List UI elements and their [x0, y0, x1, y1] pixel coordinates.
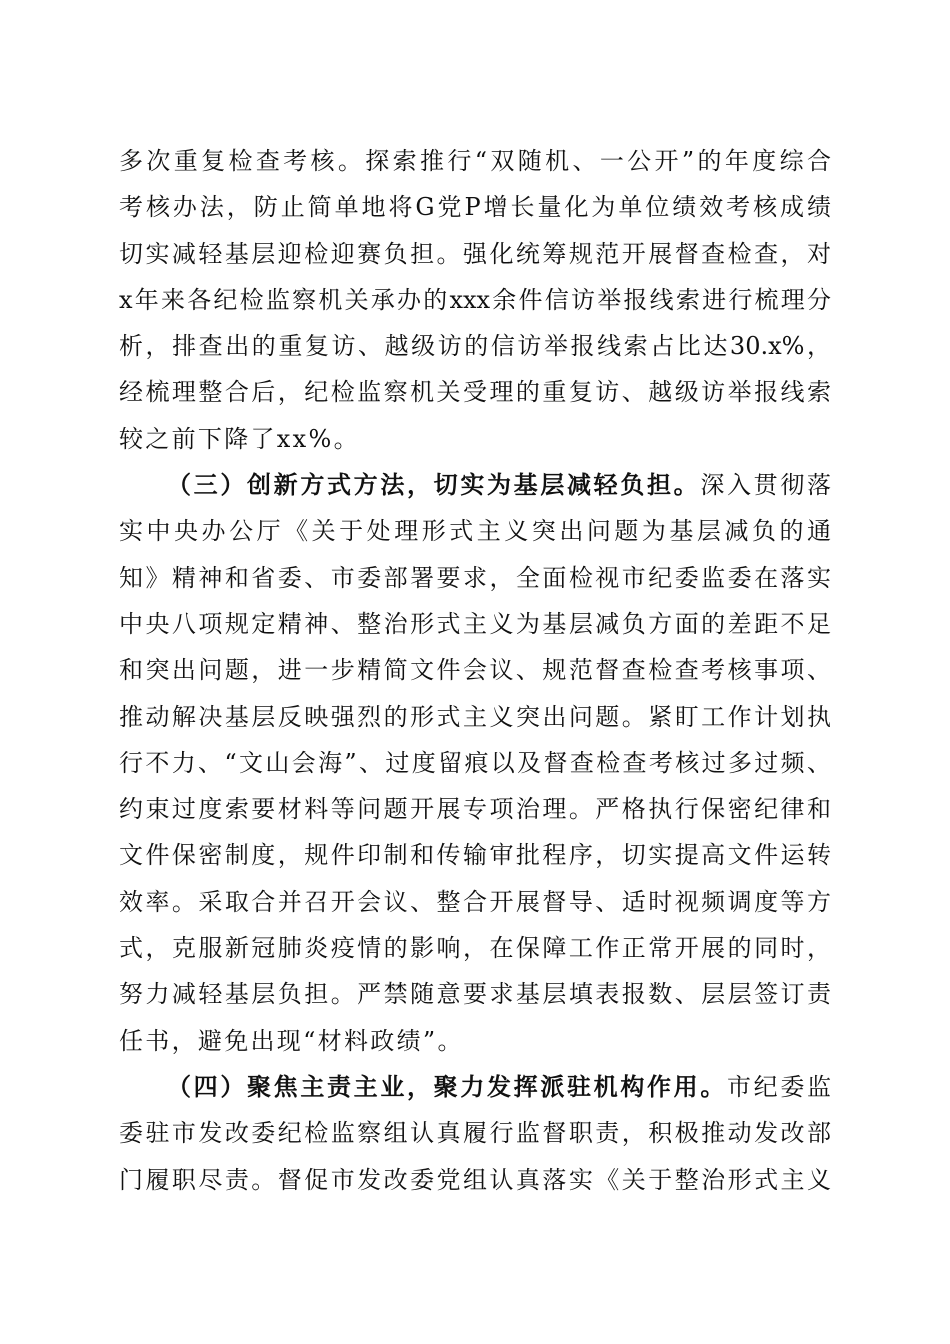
text-line: 门履职尽责。督促市发改委党组认真落实《关于整治形式主义: [119, 1165, 831, 1194]
text-line: 知》精神和省委、市委部署要求，全面检视市纪委监委在落实: [119, 563, 831, 592]
text-line: 考核办法，防止简单地将G党P增长量化为单位绩效考核成绩: [119, 193, 831, 222]
text-line: 推动解决基层反映强烈的形式主义突出问题。紧盯工作计划执: [119, 702, 831, 731]
text-line: 努力减轻基层负担。严禁随意要求基层填表报数、层层签订责: [119, 980, 831, 1009]
text-line: 任书，避免出现“材料政绩”。: [119, 1026, 464, 1055]
text-line: x年来各纪检监察机关承办的xxx余件信访举报线索进行梳理分: [119, 285, 831, 314]
text-line: 析，排查出的重复访、越级访的信访举报线索占比达30.x%，: [119, 332, 831, 361]
text-line: 经梳理整合后，纪检监察机关受理的重复访、越级访举报线索: [119, 378, 831, 407]
text-line: 较之前下降了xx%。: [119, 424, 360, 453]
document-body: [119, 138, 831, 1203]
text-line: 和突出问题，进一步精简文件会议、规范督查检查考核事项、: [119, 656, 831, 685]
text-line: 式，克服新冠肺炎疫情的影响，在保障工作正常开展的同时，: [119, 934, 831, 963]
text-line: 切实减轻基层迎检迎赛负担。强化统筹规范开展督查检查，对: [119, 239, 831, 268]
text-line: 多次重复检查考核。探索推行“双随机、一公开”的年度综合: [119, 147, 831, 175]
text-run: 市纪委监: [727, 1072, 831, 1101]
section-heading: （三）创新方式方法，切实为基层减轻负担。: [167, 470, 701, 500]
text-line: 行不力、“文山会海”、过度留痕以及督查检查考核过多过频、: [119, 748, 831, 777]
text-line: 委驻市发改委纪检监察组认真履行监督职责，积极推动发改部: [119, 1119, 831, 1148]
text-line: 文件保密制度，规件印制和传输审批程序，切实提高文件运转: [119, 841, 831, 870]
text-run: 深入贯彻落: [700, 471, 831, 500]
text-line: 约束过度索要材料等问题开展专项治理。严格执行保密纪律和: [119, 795, 831, 824]
text-line: 实中央办公厅《关于处理形式主义突出问题为基层减负的通: [119, 517, 831, 546]
paragraph-first-line: [119, 1064, 831, 1110]
text-line: 效率。采取合并召开会议、整合开展督导、适时视频调度等方: [119, 887, 831, 916]
paragraph-first-line: [119, 462, 831, 508]
text-line: 中央八项规定精神、整治形式主义为基层减负方面的差距不足: [119, 609, 831, 638]
section-heading: （四）聚焦主责主业，聚力发挥派驻机构作用。: [167, 1071, 727, 1101]
